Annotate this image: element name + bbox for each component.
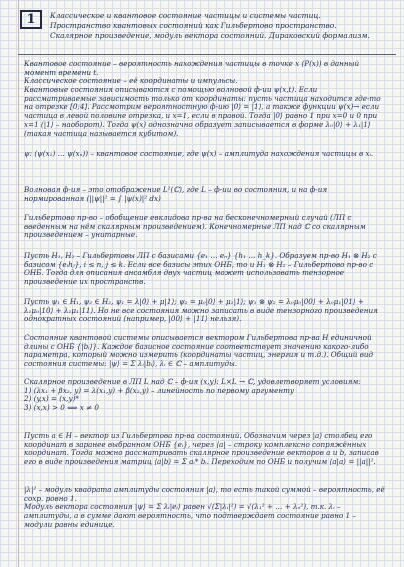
block-tensor-example: Пусть ψ₁ ∈ H₁, ψ₂ ∈ H₂, ψ₁ = λ|0⟩ + μ|1⟩; ψ₂ = μ₀|0⟩ + μ₁|1⟩; ψ₁ ⊗ ψ₂ = λ₀μ₀|00⟩ + λ₀μ₁|01⟩ + λ₁μ₀|10⟩ + λ₁μ₁|11⟩. Но не все состояния можно записать в виде тензорного произведения однократных состояний (например, |00⟩ + |11⟩ нельзя). [24,297,378,324]
block-quantum-vs-classical: Квантовое состояние – вероятность нахождения частицы в точке x (P(x)) в данный момент времени t. Классическое состояние – её координаты и импульсы. [24,59,360,86]
page-number-badge: 1 [20,10,42,29]
block-wavefunction-definition: Волновая ф-ия – это отображение L²(ℂ), где L – ф-ии во состояния, и на ф-ия нормированная (||ψ||² = ∫ |ψ(x)|² dx) [24,185,328,203]
block-state-norm: |λ|² – модуль квадрата амплитуды состояния |a⟩, то есть такой суммой – вероятность, её сохр. ровно 1. Модуль вектора состояния |ψ⟩ = Σ λᵢ|eᵢ⟩ равен √(Σ|λᵢ|²) = √(λ₁² + … + λₙ²), т.к. λᵢ – амплитуды, а в сумме дают вероятность, что подтверждает состояние равно 1 – модули равны единице. [24,485,385,529]
header-line-3: Скалярное произведение, модуль вектора состояний. Дираковский формализм. [50,31,370,40]
block-dirac-notation: Пусть a ∈ H – вектор из Гильбертова пр-ва состояний. Обозначим через |a⟩ столбец его координат в заранее выбранном ОНБ {eᵢ}, через ⟨a| – строку комплексно сопряжённых координат. Тогда можно рассматривать скалярное произведение векторов a и b, записав его в виде произведения матриц ⟨a|b⟩ = Σ aᵢ* bᵢ. Переходим по ОНБ и получим ⟨a|a⟩ = ||a||². [24,431,379,467]
block-psi-column: ψ: (ψ(x₁) … ψ(xₙ)) – квантовое состояние, где ψ(x) – амплитуда нахождения частицы в xᵢ. [24,149,374,158]
margin-line [18,0,19,567]
block-scalar-product: Скалярное произведение в ЛП L над ℂ – ф-ия (x,y): L×L → ℂ, удовлетворяет условиям: 1) (λx₁ + βx₂, y) = λ(x₁,y) + β(x₂,y) – линейность по первому аргументу 2) (y,x) = (x,y)* 3) (x,x) > 0 ⟺ x ≠ 0 [24,377,361,413]
header-line-2: Пространство квантовых состояний как Гильбертово пространство. [50,21,337,30]
block-tensor-basis: Пусть H₁, H₂ – Гильбертовы ЛП с базисами {e₁ … eₙ} {h₁ … h_k}. Образуем пр-во H₁ ⊗ H₂ с базисом {eᵢhⱼ}, i ≤ n, j ≤ k. Если все базисы этих ОНБ, то и H₁ ⊗ H₂ – Гильбертово пр-во с ОНБ. Тогда для описания ансамбля двух частиц может использовать тензорное произведение их пространств. [24,251,377,287]
header-line-1: Классическое и квантовое состояние частицы и системы частиц. [50,11,321,20]
block-hilbert-space: Гильбертово пр-во – обобщение евклидова пр-ва на бесконечномерный случай (ЛП с введенным на нём скалярным произведением). Конечномерные ЛП над ℂ со скалярным произведением – унитарные. [24,213,366,240]
header-divider [18,54,396,55]
block-system-state: Состояние квантовой системы описывается вектором Гильбертова пр-ва H единичной длины с ОНБ {|bᵢ⟩}. Каждое базисное состояние соответствует значению какого-либо параметра, который можно измерить (координаты частиц, энергия и т.д.). Общий вид состояния системы: |ψ⟩ = Σ λᵢ|bᵢ⟩, λᵢ ∈ ℂ – амплитуды. [24,333,374,369]
block-wavefunction-intro: Квантовые состояния описываются с помощью волновой ф-ии ψ(x,t). Если рассматриваемые зависимость только от координаты: пусть частица находится где-то на отрезке [0;4]. Рассмотрим вероятностную ф-ию |0⟩ = |1⟩, а также функции ψ(x)→ если частица в левой половине отрезка, и x=1, если в правой. Тогда |0⟩ равно 1 при x=0 и 0 при x=1 (|1⟩ – наоборот). Тогда ψ(x) однозначно образует записывается в форме λ₀|0⟩ + λ₁|1⟩ (такая частица называется кубитом). [24,85,381,138]
